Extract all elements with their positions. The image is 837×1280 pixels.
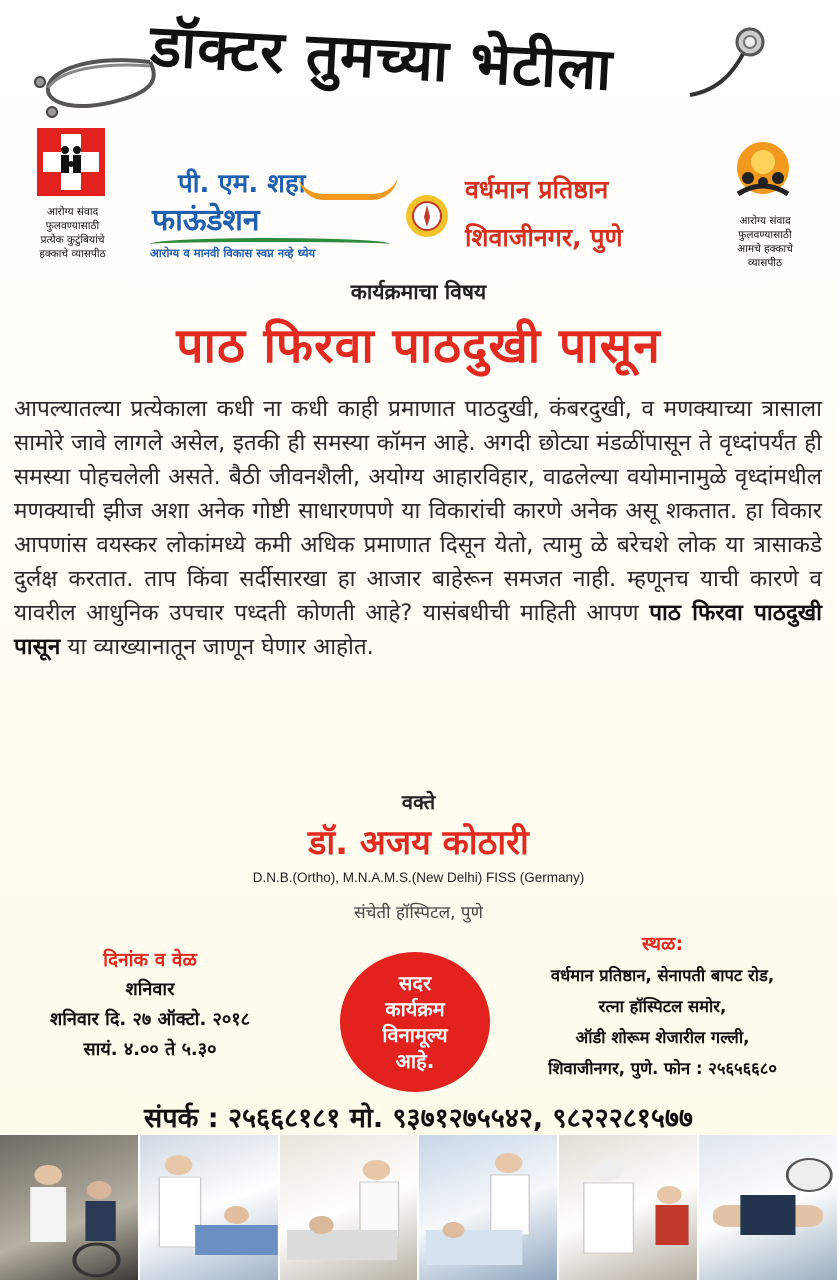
doctor-patient-bed-photo xyxy=(140,1135,280,1280)
vardhaman-line2: शिवाजीनगर, पुणे xyxy=(465,223,623,252)
venue-block xyxy=(495,928,830,1084)
right-logo-caption: आरोग्य संवाद फुलवण्यासाठी आमचे हक्काचे व्यासपीठ xyxy=(737,215,793,269)
page-title: डॉक्टर तुमच्या भेटीला xyxy=(148,11,615,104)
venue-phone: शिवाजीनगर, पुणे. फोन : २५६५६६८० xyxy=(548,1059,777,1078)
family-cross-icon xyxy=(37,128,105,196)
blood-pressure-photo xyxy=(699,1135,837,1280)
foundation-name-line1: पी. एम. शहा xyxy=(178,169,306,199)
venue-line: ऑडी शोरूम शेजारील गल्ली, xyxy=(575,1028,750,1047)
description-text: आपल्यातल्या प्रत्येकाला कधी ना कधी काही प्रमाणात पाठदुखी, कंबरदुखी, व मणक्याच्या त्रासाला सामोरे जावे लागले असेल, इतकी ही समस्या कॉमन आहे. अगदी छोट्या मंडळींपासून ते वृध्दांपर्यंत ही समस्या पोहचलेली असते. बैठी जीवनशैली, अयोग्य आहारविहार, वाढलेल्या वयोमानामुळे वृध्दांमधील मणक्याची झीज अशा अनेक गोष्टी साधारणपणे या विकारांची कारणे अनेक असू शकतात. हा विकार आपणांस वयस्कर लोकांमध्ये कमी अधिक प्रमाणात दिसून येतो, त्यामु ळे बरेचशे लोक या त्रासाकडे दुर्लक्ष करतात. ताप किंवा सर्दीसारखा हा आजार बाहेरून समजत नाही. म्हणूनच याची कारणे व यावरील आधुनिक उपचार पध्दती कोणती आहे? यासंबधीची माहिती आपण xyxy=(14,396,822,626)
nurse-elderly-patient-photo xyxy=(280,1135,420,1280)
vardhaman-emblem-icon xyxy=(404,193,450,239)
topic-title: पाठ फिरवा पाठदुखी पासून xyxy=(176,318,661,374)
speaker-label: वक्ते xyxy=(401,790,436,814)
doctor-child-checkup-photo xyxy=(559,1135,699,1280)
date-full: शनिवार दि. २७ ऑक्टो. २०१८ xyxy=(49,1009,250,1030)
vardhaman-line1: वर्धमान प्रतिष्ठान xyxy=(465,175,609,204)
foundation-name-line2: फाऊंडेशन xyxy=(152,203,260,238)
free-event-badge: सदर कार्यक्रम विनामूल्य आहे. xyxy=(340,952,490,1092)
speaker-hospital: संचेती हॉस्पिटल, पुणे xyxy=(354,903,483,923)
time-range: सायं. ४.०० ते ५.३० xyxy=(83,1039,217,1060)
contact-line: संपर्क : २५६६८१८१ मो. ९३७१२७५५४२, ९८२२२८१५७७ xyxy=(144,1103,693,1134)
date-day: शनिवार xyxy=(125,979,175,1000)
orange-swoosh-icon xyxy=(298,174,398,200)
description-highlight: पाठ फिरवा पाठदुखी पासून xyxy=(14,600,823,660)
date-time-block xyxy=(0,945,300,1065)
left-logo-caption: आरोग्य संवाद फुलवण्यासाठी प्रत्येक कुटुंबियांचे हक्काचे व्यासपीठ xyxy=(39,206,106,260)
venue-label: स्थळ: xyxy=(641,933,684,955)
foundation-tagline: आरोग्य व मानवी विकास स्वप्न नव्हे ध्येय xyxy=(150,246,316,260)
speaker-name: डॉ. अजय कोठारी xyxy=(308,823,529,863)
venue-line: वर्धमान प्रतिष्ठान, सेनापती बापट रोड, xyxy=(550,966,775,985)
doctor-child-bed-photo xyxy=(419,1135,559,1280)
date-time-label: दिनांक व वेळ xyxy=(103,949,197,971)
venue-line: रत्ना हॉस्पिटल समोर, xyxy=(598,997,727,1016)
right-logo-icon xyxy=(730,138,796,208)
left-logo xyxy=(37,128,105,196)
description-paragraph xyxy=(14,392,822,664)
foundation-logo xyxy=(148,160,398,270)
description-text-end: या व्याख्यानातून जाणून घेणार आहोत. xyxy=(67,634,374,660)
photo-strip xyxy=(0,1135,837,1280)
speaker-qualifications: D.N.B.(Ortho), M.N.A.M.S.(New Delhi) FISS (Germany) xyxy=(252,870,585,885)
doctor-consultation-photo xyxy=(0,1135,140,1280)
topic-label: कार्यक्रमाचा विषय xyxy=(350,280,487,304)
